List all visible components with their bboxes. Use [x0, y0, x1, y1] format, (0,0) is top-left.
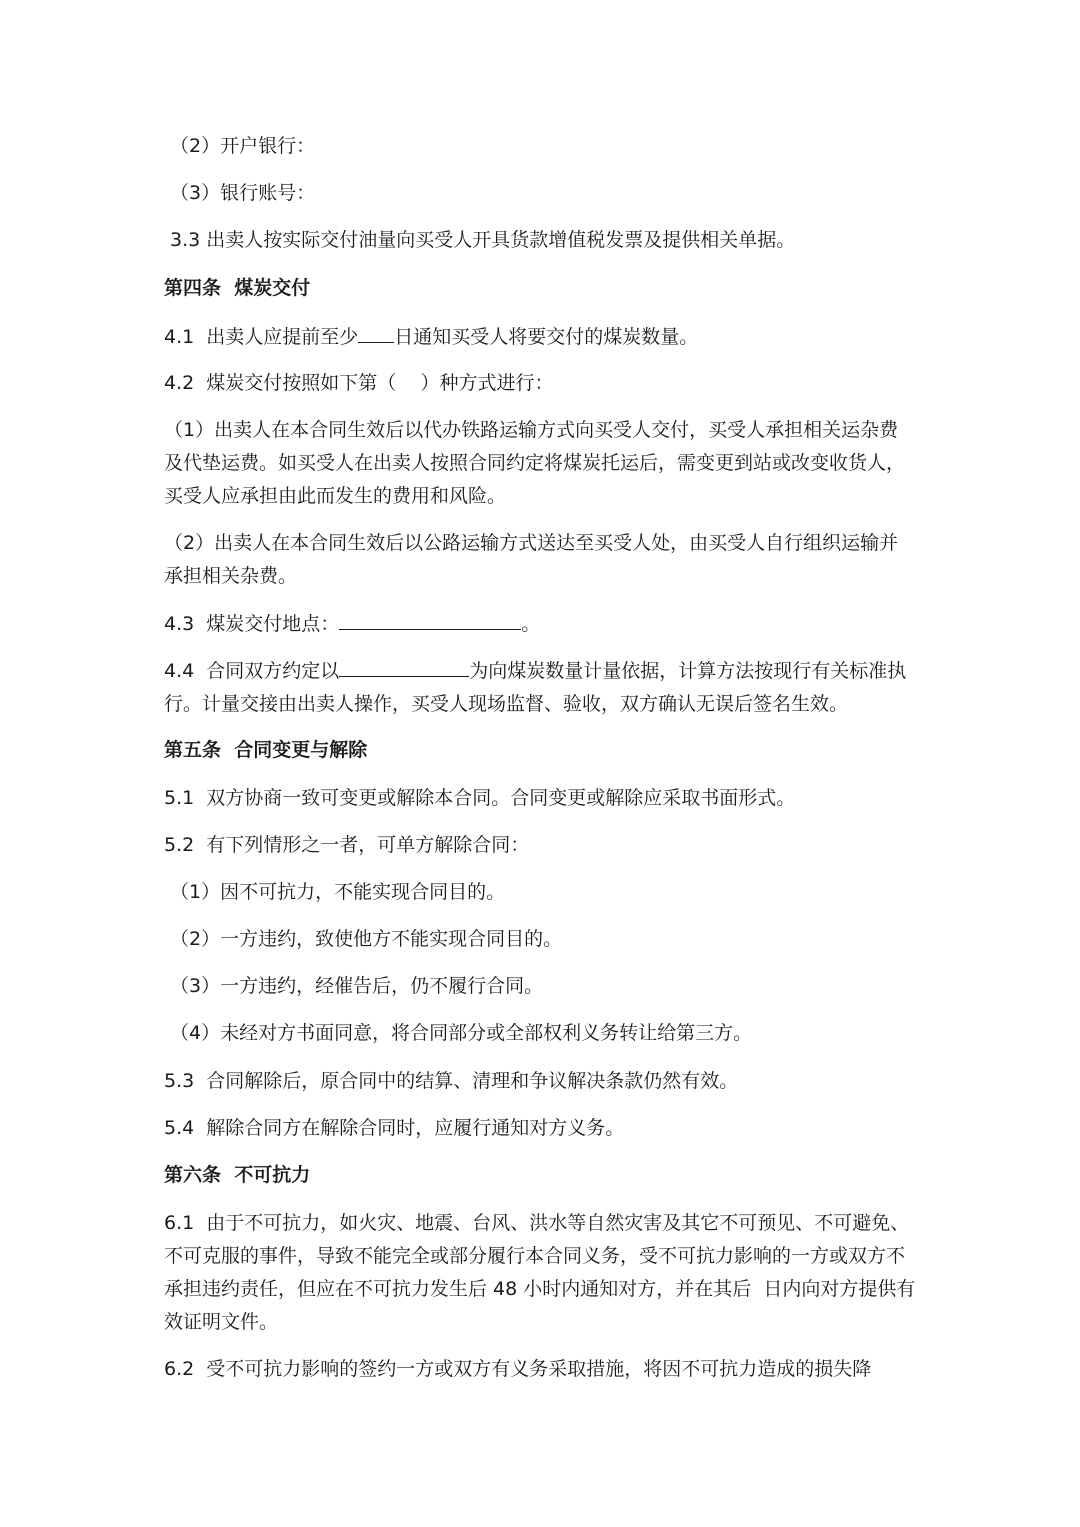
- clause-3-3: 3.3 出卖人按实际交付油量向买受人开具货款增值税发票及提供相关单据。: [170, 229, 796, 251]
- clause-5-2-item-4: （4）未经对方书面同意，将合同部分或全部权利义务转让给第三方。: [170, 1022, 753, 1044]
- clause-6-1: 6.1 由于不可抗力，如火灾、地震、台风、洪水等自然灾害及其它不可预见、不可避免、不可克服的事件，导致不能完全或部分履行本合同义务，受不可抗力影响的一方或双方不承担违约责任，但应在不可抗力发生后 48 小时内通知对方，并在其后 日内向对方提供有效证明文件。: [164, 1212, 916, 1333]
- bank-name-line: （2）开户银行：: [170, 135, 316, 157]
- days-blank: [358, 320, 394, 343]
- article-5-heading: 第五条 合同变更与解除: [164, 739, 368, 761]
- clause-4-4-text-a: 4.4 合同双方约定以: [164, 660, 340, 682]
- clause-6-2: 6.2 受不可抗力影响的签约一方或双方有义务采取措施，将因不可抗力造成的损失降: [164, 1358, 872, 1380]
- article-6-heading: 第六条 不可抗力: [164, 1164, 311, 1186]
- clause-4-3-text-a: 4.3 煤炭交付地点：: [164, 613, 340, 635]
- delivery-location-blank: [339, 607, 521, 630]
- clause-4-4: [164, 654, 916, 721]
- clause-4-2-option-2: （2）出卖人在本合同生效后以公路运输方式送达至买受人处，由买受人自行组织运输并承担相关杂费。: [164, 532, 899, 587]
- clause-4-1: [164, 320, 916, 354]
- clause-5-1: 5.1 双方协商一致可变更或解除本合同。合同变更或解除应采取书面形式。: [164, 787, 796, 809]
- measurement-basis-blank: [339, 654, 469, 677]
- clause-4-4-text-b: 为向煤炭数量计量依据，计算方法按现行有关标准执行。计量交接由出卖人操作，买受人现场监督、验收，双方确认无误后签名生效。: [164, 660, 907, 715]
- clause-4-2: 4.2 煤炭交付按照如下第（ ）种方式进行：: [164, 372, 554, 394]
- clause-4-1-text-b: 日通知买受人将要交付的煤炭数量。: [394, 326, 699, 348]
- clause-4-2-option-1: （1）出卖人在本合同生效后以代办铁路运输方式向买受人交付，买受人承担相关运杂费及代垫运费。如买受人在出卖人按照合同约定将煤炭托运后，需变更到站或改变收货人，买受人应承担由此而发生的费用和风险。: [164, 419, 906, 507]
- article-4-heading: 第四条 煤炭交付: [164, 277, 311, 299]
- clause-5-3: 5.3 合同解除后，原合同中的结算、清理和争议解决条款仍然有效。: [164, 1070, 739, 1092]
- clause-5-2: 5.2 有下列情形之一者，可单方解除合同：: [164, 834, 530, 856]
- clause-4-3: [164, 607, 916, 641]
- clause-5-2-item-2: （2）一方违约，致使他方不能实现合同目的。: [170, 928, 563, 950]
- clause-5-4: 5.4 解除合同方在解除合同时，应履行通知对方义务。: [164, 1117, 625, 1139]
- clause-4-3-text-b: 。: [521, 613, 541, 635]
- clause-4-1-text-a: 4.1 出卖人应提前至少: [164, 326, 359, 348]
- bank-account-line: （3）银行账号：: [170, 182, 316, 204]
- clause-5-2-item-3: （3）一方违约，经催告后，仍不履行合同。: [170, 975, 544, 997]
- clause-5-2-item-1: （1）因不可抗力，不能实现合同目的。: [170, 881, 506, 903]
